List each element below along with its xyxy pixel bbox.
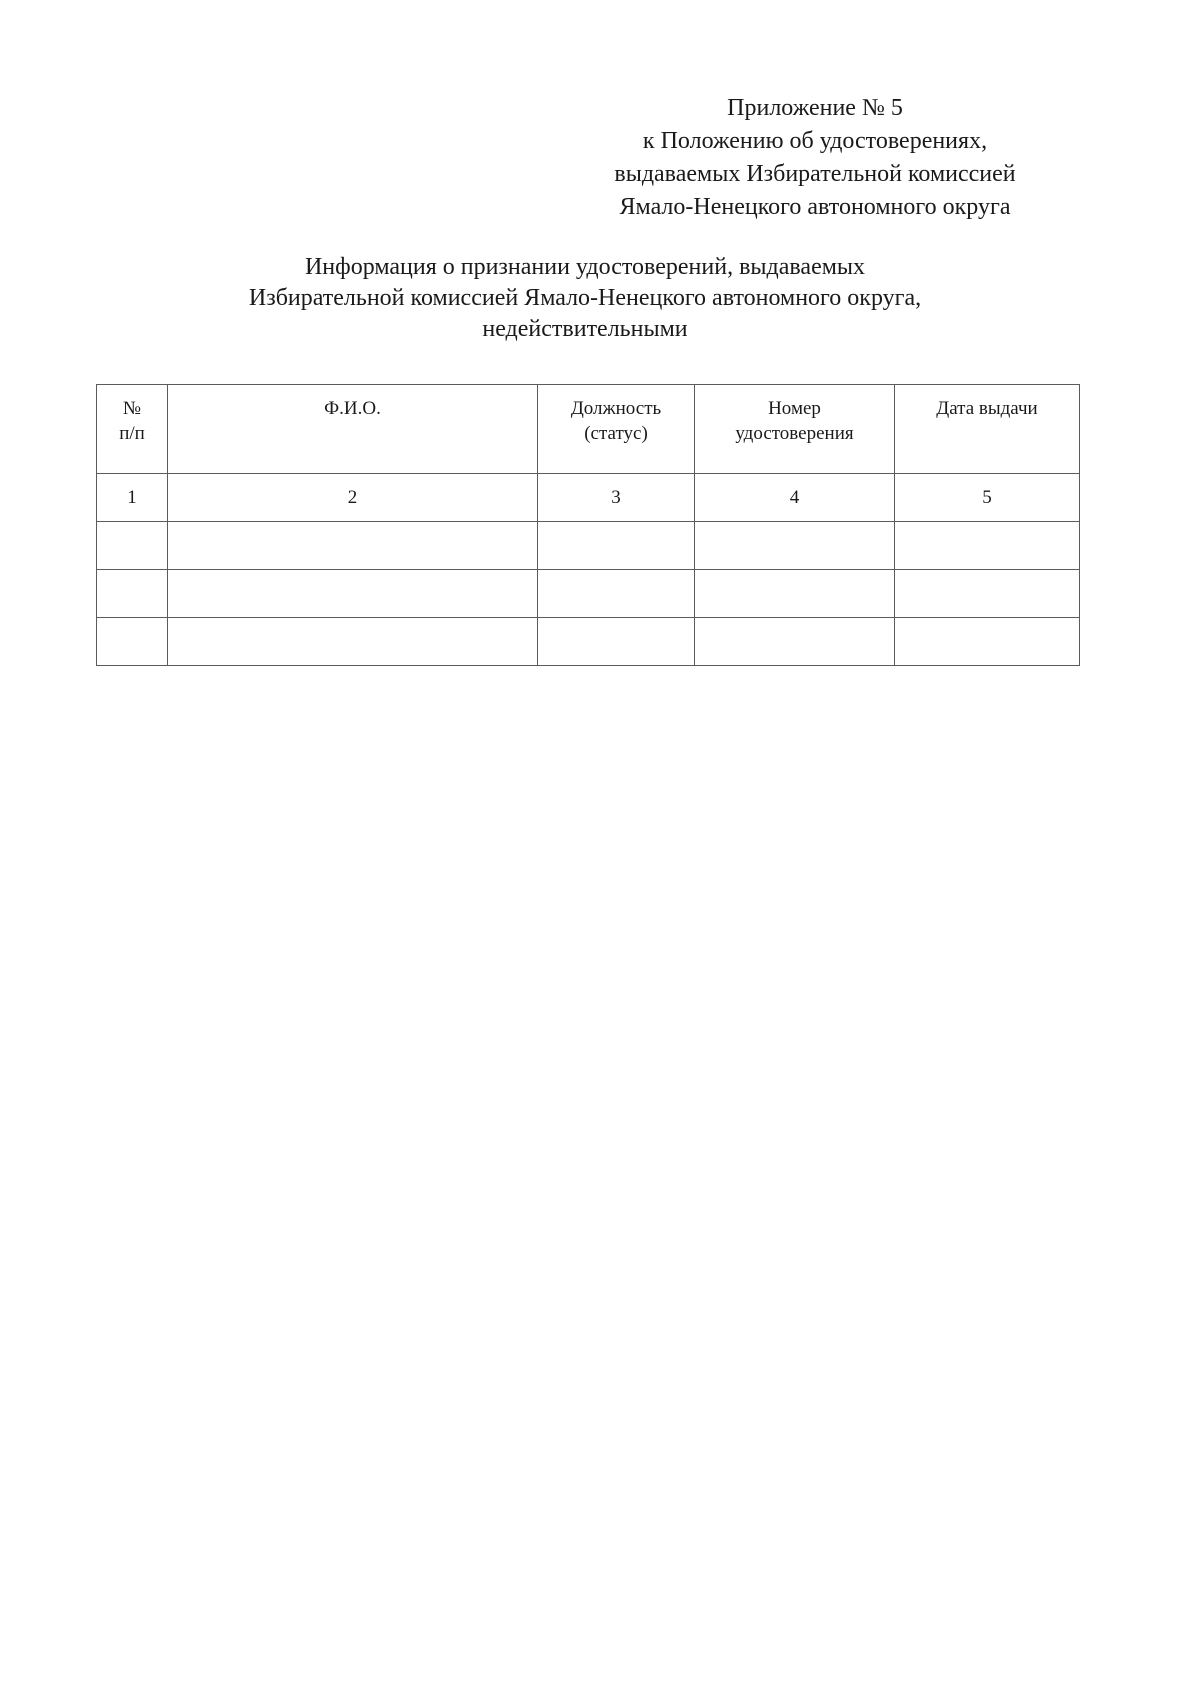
appendix-line-4: Ямало-Ненецкого автономного округа [619, 194, 1011, 220]
column-number-row [97, 474, 1080, 522]
appendix-line-3: выдаваемых Избирательной комиссией [614, 161, 1016, 187]
column-number-cell: 1 [97, 474, 168, 522]
column-number-cell: 3 [538, 474, 695, 522]
table-cell [895, 570, 1080, 618]
title-line-3: недействительными [482, 316, 688, 342]
header-certificate-number-line-1: Номер [768, 398, 821, 419]
header-issue-date [895, 385, 1080, 474]
header-position [538, 385, 695, 474]
table-cell [695, 618, 895, 666]
header-number [97, 385, 168, 474]
invalid-certificates-table [96, 384, 1080, 666]
table-cell [538, 618, 695, 666]
table-cell [695, 522, 895, 570]
table-cell [97, 522, 168, 570]
appendix-line-2: к Положению об удостоверениях, [642, 128, 988, 154]
column-number-cell: 2 [168, 474, 538, 522]
table-cell [97, 618, 168, 666]
document-title [150, 252, 1020, 345]
header-issue-date-line-1: Дата выдачи [936, 398, 1038, 419]
title-line-1: Информация о признании удостоверений, выдаваемых [304, 254, 866, 280]
header-number-line-1: № [122, 398, 142, 419]
table-cell [538, 522, 695, 570]
header-certificate-number [695, 385, 895, 474]
table-row [97, 618, 1080, 666]
table-cell [168, 522, 538, 570]
header-certificate-number-line-2: удостоверения [735, 423, 854, 444]
appendix-line-1: Приложение № 5 [727, 95, 903, 121]
table-cell [895, 618, 1080, 666]
column-number-cell: 5 [895, 474, 1080, 522]
table-cell [168, 618, 538, 666]
title-line-2: Избирательной комиссией Ямало-Ненецкого автономного округа, [248, 285, 922, 311]
table-cell [695, 570, 895, 618]
appendix-header [560, 92, 1070, 224]
header-full-name-line-1: Ф.И.О. [324, 398, 381, 419]
table-cell [97, 570, 168, 618]
table-cell [538, 570, 695, 618]
header-full-name [168, 385, 538, 474]
header-number-line-2: п/п [119, 423, 145, 444]
header-position-line-2: (статус) [584, 423, 648, 444]
header-position-line-1: Должность [570, 398, 662, 419]
table-cell [168, 570, 538, 618]
table-row [97, 570, 1080, 618]
column-number-cell: 4 [695, 474, 895, 522]
table-row [97, 522, 1080, 570]
table-cell [895, 522, 1080, 570]
table-header-row [97, 385, 1080, 474]
